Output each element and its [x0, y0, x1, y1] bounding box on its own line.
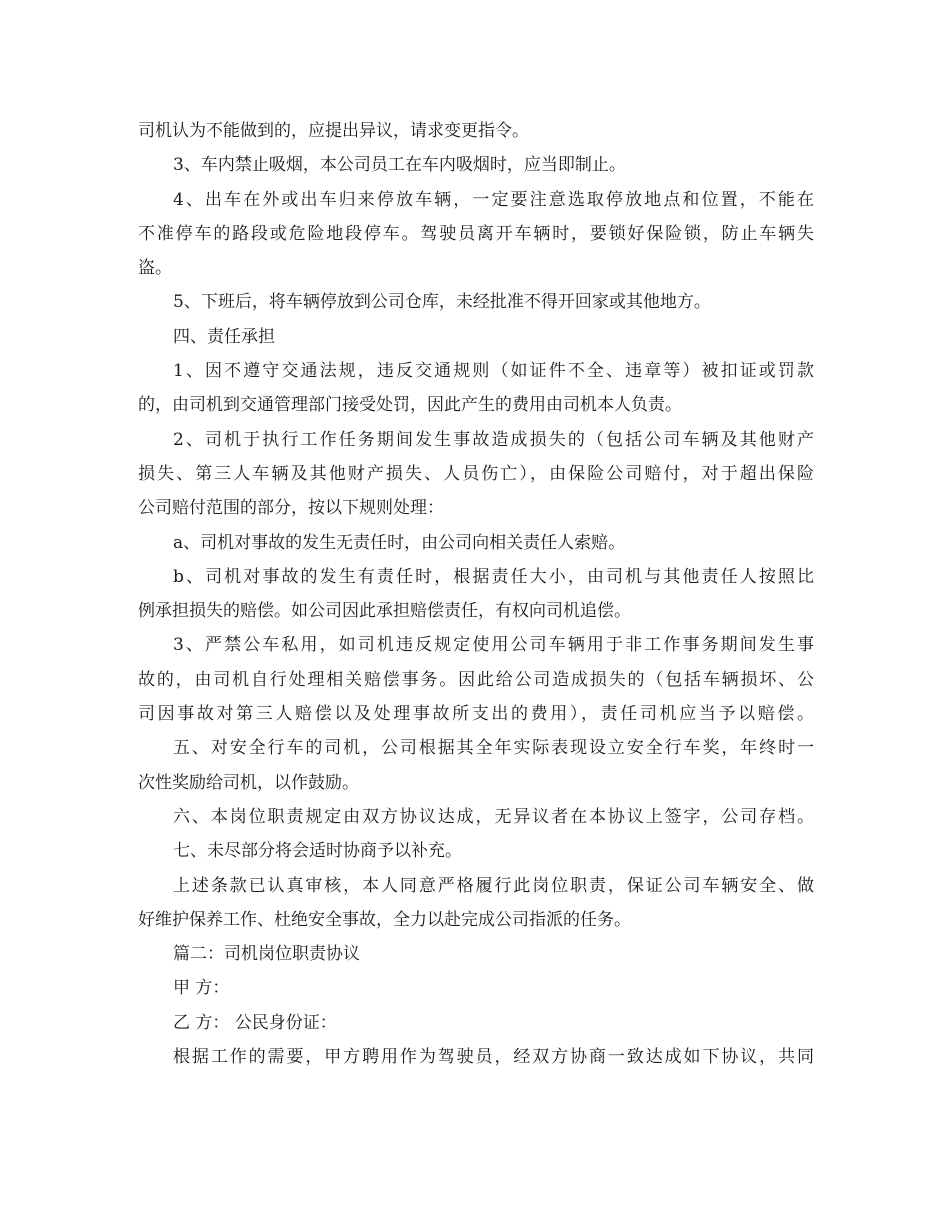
paragraph-line: 司机认为不能做到的，应提出异议，请求变更指令。: [138, 121, 529, 141]
paragraph-line: 根据工作的需要，甲方聘用作为驾驶员，经双方协商一致达成如下协议，共同: [173, 1047, 814, 1068]
paragraph-line: 1、因不遵守交通法规，违反交通规则（如证件不全、违章等）被扣证或罚款: [173, 361, 814, 382]
paragraph-line: 好维护保养工作、杜绝安全事故，全力以赴完成公司指派的任务。: [138, 909, 631, 930]
section-heading: 篇二：司机岗位职责协议: [173, 944, 360, 965]
paragraph-line: 5、下班后，将车辆停放到公司仓库，未经批准不得开回家或其他地方。: [173, 292, 711, 313]
paragraph-line: 4、出车在外或出车归来停放车辆，一定要注意选取停放地点和位置，不能在: [173, 189, 814, 210]
paragraph-line: 七、未尽部分将会适时协商予以补充。: [173, 841, 462, 862]
party-b-label: 乙 方： 公民身份证：: [173, 1012, 337, 1033]
section-heading: 四、责任承担: [173, 326, 275, 347]
paragraph-line: 3、严禁公车私用，如司机违反规定使用公司车辆用于非工作事务期间发生事: [173, 635, 814, 656]
paragraph-line: 不准停车的路段或危险地段停车。驾驶员离开车辆时，要锁好保险锁，防止车辆失: [138, 223, 814, 244]
document-body: [138, 114, 814, 1074]
paragraph-line: b、司机对事故的发生有责任时，根据责任大小，由司机与其他责任人按照比: [173, 566, 814, 587]
paragraph-line: 上述条款已认真审核，本人同意严格履行此岗位职责，保证公司车辆安全、做: [173, 875, 814, 896]
paragraph-line: 五、对安全行车的司机，公司根据其全年实际表现设立安全行车奖，年终时一: [173, 738, 814, 759]
paragraph-line: 2、司机于执行工作任务期间发生事故造成损失的（包括公司车辆及其他财产: [173, 429, 814, 450]
paragraph-line: a、司机对事故的发生无责任时，由公司向相关责任人索赔。: [173, 532, 626, 553]
paragraph-line: 损失、第三人车辆及其他财产损失、人员伤亡），由保险公司赔付，对于超出保险: [138, 463, 814, 484]
paragraph-line: 六、本岗位职责规定由双方协议达成，无异议者在本协议上签字，公司存档。: [173, 806, 814, 827]
paragraph-line: 盗。: [138, 258, 172, 279]
paragraph-line: 次性奖励给司机，以作鼓励。: [138, 772, 359, 793]
paragraph-line: 例承担损失的赔偿。如公司因此承担赔偿责任，有权向司机追偿。: [138, 601, 631, 622]
party-a-label: 甲 方：: [173, 978, 230, 999]
paragraph-line: 故的，由司机自行处理相关赔偿事务。因此给公司造成损失的（包括车辆损坏、公: [138, 669, 814, 690]
paragraph-line: 公司赔付范围的部分，按以下规则处理：: [138, 498, 444, 519]
paragraph-line: 的，由司机到交通管理部门接受处罚，因此产生的费用由司机本人负责。: [138, 395, 682, 416]
paragraph-line: 司因事故对第三人赔偿以及处理事故所支出的费用），责任司机应当予以赔偿。: [138, 704, 814, 725]
paragraph-line: 3、车内禁止吸烟，本公司员工在车内吸烟时，应当即制止。: [173, 155, 626, 176]
